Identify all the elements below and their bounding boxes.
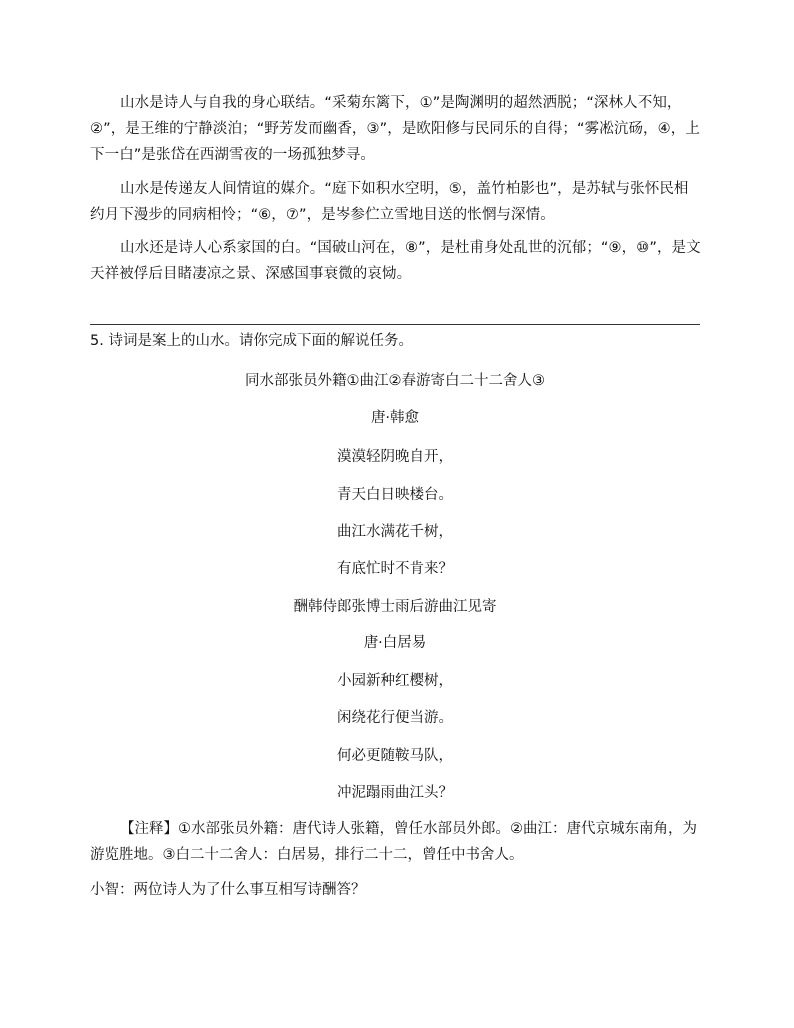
poem1-line-2: 青天白日映楼台。 [337, 487, 453, 503]
student-question: 小智：两位诗人为了什么事互相写诗酬答？ [90, 882, 366, 898]
poem2-line-2: 闲绕花行便当游。 [337, 710, 453, 726]
annotation-note: 【注释】①水部张员外籍：唐代诗人张籍，曾任水部员外郎。②曲江：唐代京城东南角，为游览胜地。③白二十二舍人：白居易，排行二十二，曾任中书舍人。 [90, 821, 697, 863]
paragraph-self-connection: 山水是诗人与自我的身心联结。“采菊东篱下，①”是陶渊明的超然洒脱；“深林人不知，②”，是王维的宁静淡泊；“野芳发而幽香，③”，是欧阳修与民同乐的自得；“雾凇沆砀，④，上下一白”是张岱在西湖雪夜的一场孤独梦寻。 [90, 95, 700, 163]
poem1-line-1: 漠漠轻阴晚自开， [337, 449, 453, 465]
poem1-line-3: 曲江水满花千树， [337, 524, 453, 540]
question-5-prompt: 5. 诗词是案上的山水。请你完成下面的解说任务。 [90, 333, 413, 349]
poem2-line-1: 小园新种红樱树， [337, 673, 453, 689]
section-divider [90, 324, 700, 325]
poem2-line-4: 冲泥蹋雨曲江头？ [337, 785, 453, 801]
poem2-line-3: 何必更随鞍马队， [337, 748, 453, 764]
poem2-author: 唐·白居易 [363, 635, 427, 651]
poem2-title: 酬韩侍郎张博士雨后游曲江见寄 [293, 599, 497, 615]
paragraph-friendship: 山水是传递友人间情谊的媒介。“庭下如积水空明，⑤，盖竹柏影也”，是苏轼与张怀民相约月下漫步的同病相怜；“⑥，⑦”，是岑参伫立雪地目送的怅惘与深情。 [90, 181, 689, 223]
paragraph-homeland: 山水还是诗人心系家国的白。“国破山河在，⑧”，是杜甫身处乱世的沉郁；“⑨，⑩”，是文天祥被俘后目睹凄凉之景、深感国事衰微的哀恸。 [90, 240, 701, 282]
poem1-line-4: 有底忙时不肯来？ [337, 561, 453, 577]
poem1-title: 同水部张员外籍①曲江②春游寄白二十二舍人③ [245, 373, 545, 389]
poem1-author: 唐·韩愈 [370, 410, 420, 426]
